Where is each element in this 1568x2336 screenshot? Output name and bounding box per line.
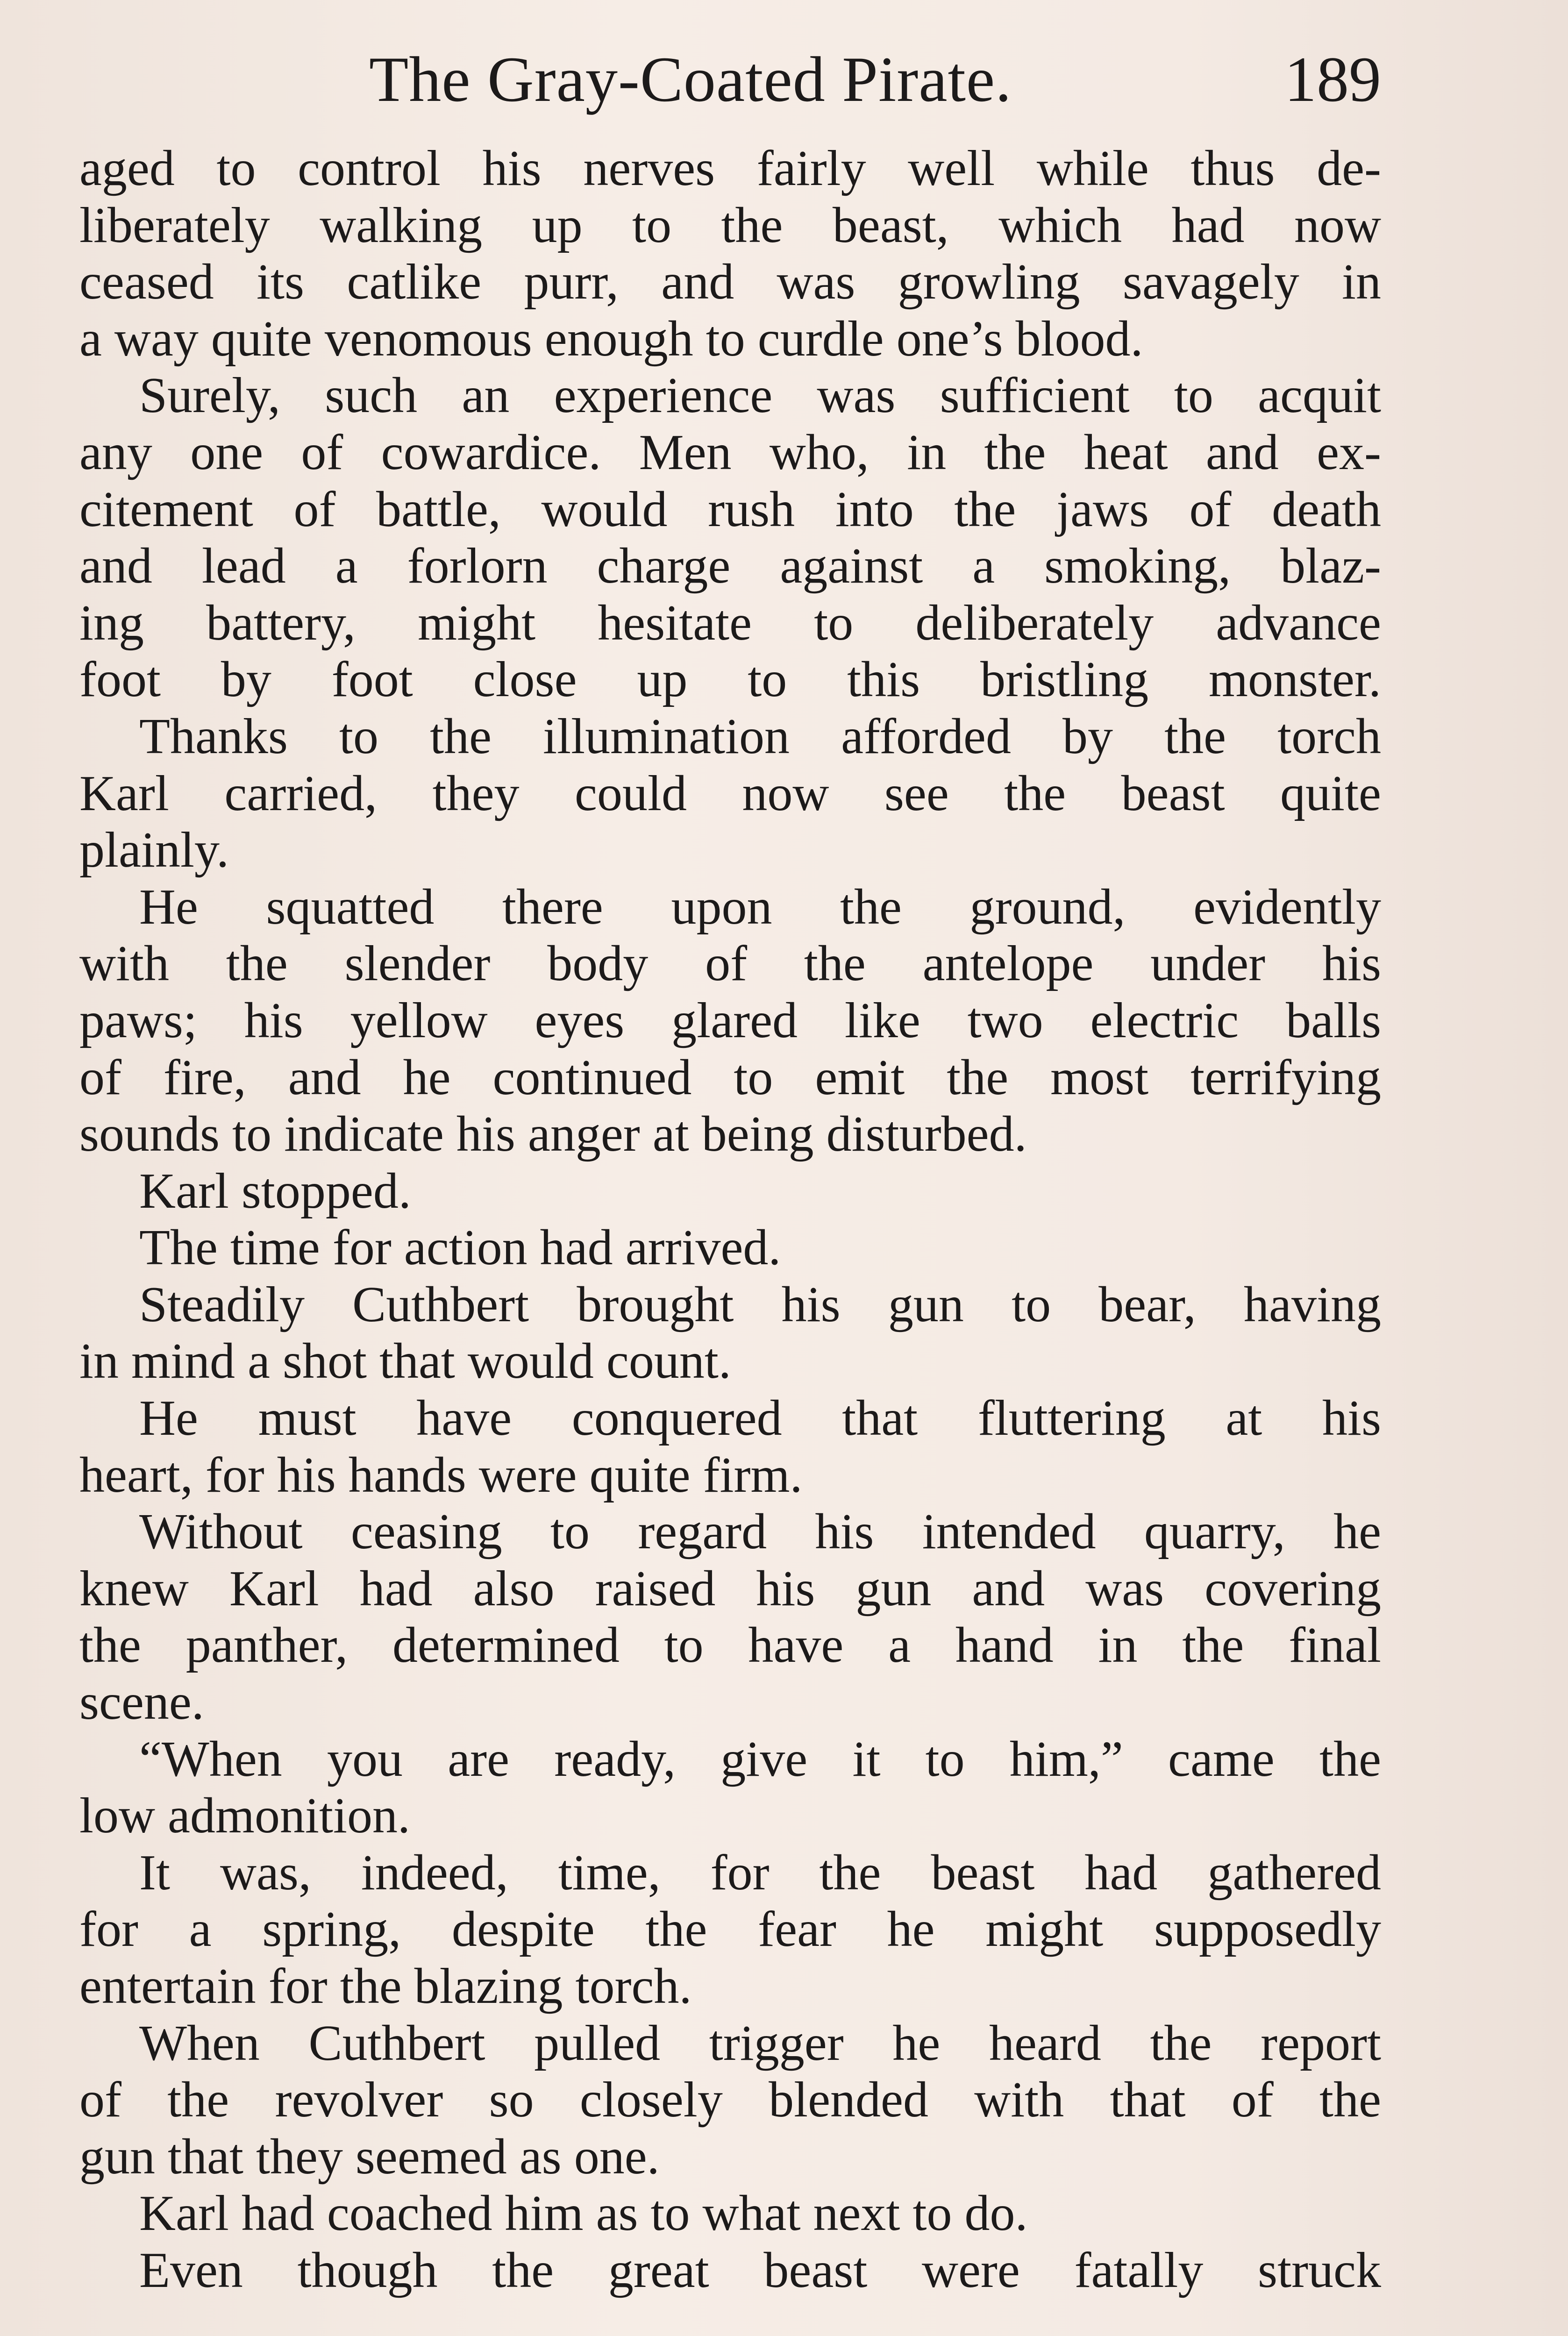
text-line: ceased its catlike purr, and was growling savagely in	[79, 254, 1381, 310]
text-line: Karl carried, they could now see the beast quite	[79, 765, 1381, 821]
page-number: 189	[1284, 43, 1381, 115]
text-line: When Cuthbert pulled trigger he heard the report	[139, 2015, 1381, 2071]
text-line: plainly.	[79, 822, 229, 878]
text-line: gun that they seemed as one.	[79, 2129, 660, 2185]
text-line: The time for action had arrived.	[139, 1220, 781, 1276]
text-line: of the revolver so closely blended with that of the	[79, 2072, 1381, 2128]
text-line: Steadily Cuthbert brought his gun to bear, having	[139, 1276, 1381, 1332]
text-line: foot by foot close up to this bristling monster.	[79, 652, 1381, 708]
text-line: the panther, determined to have a hand in the final	[79, 1617, 1381, 1674]
text-line: Thanks to the illumination afforded by the torch	[139, 708, 1381, 764]
text-line: for a spring, despite the fear he might supposedly	[79, 1902, 1381, 1958]
text-line: with the slender body of the antelope under his	[79, 936, 1381, 992]
running-title: The Gray-Coated Pirate.	[369, 43, 1012, 115]
text-line: Even though the great beast were fatally struck	[139, 2242, 1381, 2298]
text-line: citement of battle, would rush into the jaws of death	[79, 481, 1381, 537]
body-text	[79, 140, 1381, 2299]
text-line: paws; his yellow eyes glared like two electric balls	[79, 992, 1381, 1048]
text-line: He squatted there upon the ground, evidently	[139, 879, 1381, 935]
text-line: aged to control his nerves fairly well while thus de-	[79, 141, 1381, 196]
text-line: Karl stopped.	[139, 1163, 411, 1219]
text-line: Karl had coached him as to what next to do.	[139, 2186, 1028, 2242]
text-line: ing battery, might hesitate to deliberately advance	[79, 595, 1381, 651]
text-line: entertain for the blazing torch.	[79, 1959, 692, 2014]
text-line: heart, for his hands were quite firm.	[79, 1447, 803, 1503]
text-line: in mind a shot that would count.	[79, 1333, 731, 1389]
text-line: He must have conquered that fluttering at his	[139, 1390, 1381, 1446]
page-header	[79, 40, 1381, 119]
text-line: liberately walking up to the beast, which had now	[79, 197, 1381, 253]
text-line: a way quite venomous enough to curdle one’s blood.	[79, 311, 1143, 367]
text-line: and lead a forlorn charge against a smoking, blaz-	[79, 538, 1381, 594]
text-line: “When you are ready, give it to him,” came the	[139, 1731, 1381, 1787]
text-line: Surely, such an experience was sufficient to acquit	[139, 368, 1381, 424]
text-line: It was, indeed, time, for the beast had gathered	[139, 1845, 1381, 1901]
text-line: sounds to indicate his anger at being disturbed.	[79, 1106, 1027, 1162]
text-line: Without ceasing to regard his intended quarry, he	[139, 1504, 1381, 1560]
text-line: any one of cowardice. Men who, in the heat and ex-	[79, 424, 1381, 480]
text-line: scene.	[79, 1674, 204, 1731]
text-line: of fire, and he continued to emit the most terrifying	[79, 1049, 1381, 1105]
text-line: low admonition.	[79, 1788, 410, 1844]
text-line: knew Karl had also raised his gun and was covering	[79, 1560, 1381, 1617]
